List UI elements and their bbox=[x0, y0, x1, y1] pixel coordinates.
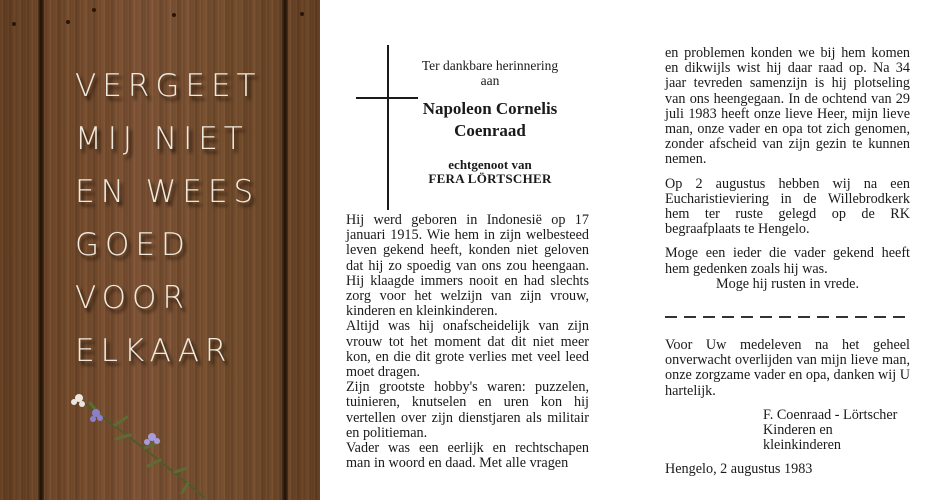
deceased-surname: Coenraad bbox=[454, 121, 526, 140]
nail-hole bbox=[92, 8, 96, 12]
nail-hole bbox=[12, 22, 16, 26]
biography-paragraph: Zijn grootste hobby's waren: puzzelen, tuinieren, knutselen en uren kon hij vertellen over zijn dienstjaren als militair en politieman. bbox=[346, 379, 589, 441]
motto-line: VERGEET bbox=[75, 68, 262, 104]
dashed-divider bbox=[665, 316, 910, 318]
motto-line: VOOR bbox=[75, 280, 191, 316]
nail-hole bbox=[66, 20, 70, 24]
biography-paragraph: Hij werd geboren in Indonesië op 17 januari 1915. Wie hem in zijn welbesteed leven gekend heeft, konden niet geloven dat hij zo spoedig van ons zou heengaan. Hij klaagde immers nooit en had slechts zorg voor het welzijn van zijn vrouw, kinderen en kleinkinderen. bbox=[346, 212, 589, 320]
cross-icon bbox=[387, 45, 389, 210]
biography-column bbox=[346, 213, 589, 471]
motto-line: EN WEES bbox=[75, 174, 260, 210]
plank-gap bbox=[282, 0, 288, 500]
signature-line: Kinderen en bbox=[763, 422, 833, 439]
deceased-name: Napoleon Cornelis bbox=[422, 99, 558, 118]
place-date: Hengelo, 2 augustus 1983 bbox=[665, 461, 813, 478]
nail-hole bbox=[300, 12, 304, 16]
continuation-paragraph: en problemen konden we bij hem komen en dikwijls wist hij daar raad op. Na 34 jaar tevreden samenzijn is hij plotseling van ons heengegaan. In de ochtend van 29 juli 1983 heeft onze lieve Heer, mijn lieve man, onze vader en opa tot zich genomen, zonder afscheid van zijn gezin te kunnen nemen. bbox=[665, 45, 910, 168]
motto-line: ELKAAR bbox=[75, 333, 233, 369]
memorial-header bbox=[400, 58, 580, 186]
intro-line: Ter dankbare herinnering bbox=[421, 58, 559, 73]
remembrance-paragraph: Moge een ieder die vader gekend heeft hem gedenken zoals hij was. bbox=[665, 245, 910, 277]
funeral-paragraph: Op 2 augustus hebben wij na een Eucharistieviering in de Willebrodkerk hem ter ruste gelegd op de RK begraafplaats te Hengelo. bbox=[665, 175, 910, 238]
plank-gap bbox=[38, 0, 44, 500]
signature-line: kleinkinderen bbox=[763, 437, 842, 454]
spouse-label: echtgenoot van bbox=[448, 157, 532, 172]
card-photo bbox=[0, 0, 320, 500]
signature-block bbox=[763, 408, 910, 454]
motto-text bbox=[75, 60, 261, 378]
signature-line: F. Coenraad - Lörtscher bbox=[763, 406, 898, 423]
biography-paragraph: Altijd was hij onafscheidelijk van zijn vrouw tot het moment dat dit niet meer kon, en die dit grote verlies met veel leed moet dragen. bbox=[346, 318, 589, 381]
motto-line: GOED bbox=[75, 227, 191, 263]
spouse-name: FERA LÖRTSCHER bbox=[428, 171, 552, 186]
motto-line: MIJ NIET bbox=[75, 121, 249, 157]
prayer-line: Moge hij rusten in vrede. bbox=[715, 275, 860, 292]
continuation-column bbox=[665, 46, 910, 478]
thanks-paragraph: Voor Uw medeleven na het geheel onverwacht overlijden van mijn lieve man, onze zorgzame vader en opa, danken wij U hartelijk. bbox=[665, 337, 910, 399]
nail-hole bbox=[172, 13, 176, 17]
flower-sprig-icon bbox=[60, 380, 230, 500]
biography-paragraph: Vader was een eerlijk en rechtschapen man in woord en daad. Met alle vragen bbox=[346, 440, 589, 472]
intro-line: aan bbox=[480, 73, 500, 88]
